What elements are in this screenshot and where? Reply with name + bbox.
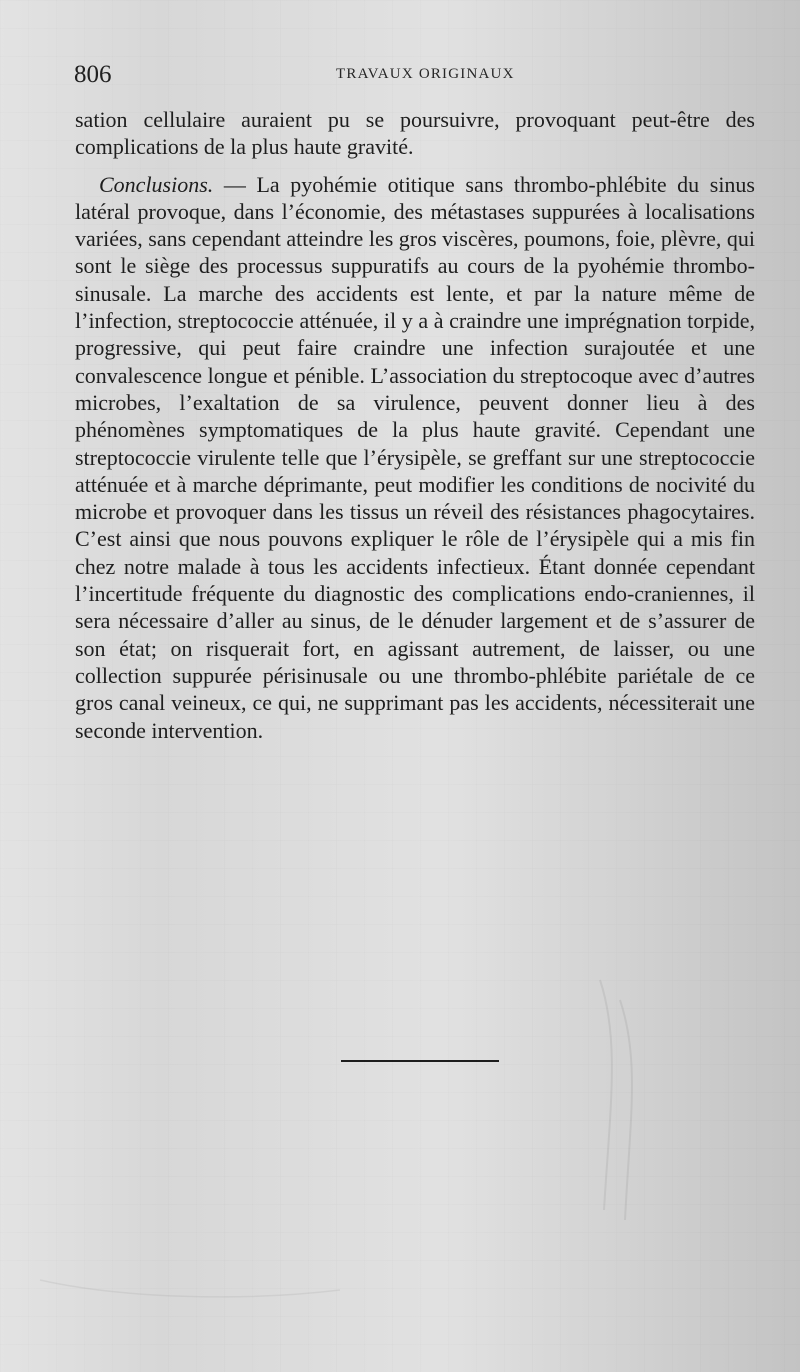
separator-rule (341, 1060, 499, 1062)
page-header (74, 61, 744, 89)
opening-paragraph: sation cellulaire auraient pu se poursuivre, provoquant peut-être des complications de la plus haute gravité. (75, 107, 755, 160)
page-number: 806 (74, 61, 112, 88)
document-body (75, 106, 755, 744)
conclusions-heading: Conclusions. (99, 171, 214, 197)
running-head: TRAVAUX ORIGINAUX (336, 66, 515, 82)
conclusions-text: — La pyohémie otitique sans thrombo-phlébite du sinus latéral provoque, dans l’économie, des métastases suppurées à localisations variées, sans cependant atteindre les gros viscères, poumons, foie, plèvre, qui sont le siège des processus suppuratifs au cours de la pyohémie thrombo-sinusale. La marche des accidents est lente, et par la nature même de l’infection, streptococcie atténuée, il y a à craindre une imprégnation torpide, progressive, qui peut faire craindre une infection surajoutée et une convalescence longue et pénible. L’association du streptocoque avec d’autres microbes, l’exaltation de sa virulence, peuvent donner lieu à des phénomènes symptomatiques de la plus haute gravité. Cependant une streptococcie virulente telle que l’érysipèle, se greffant sur une streptococcie atténuée et à marche déprimante, peut modifier les conditions de nocivité du microbe et provoquer dans les tissus un réveil des résistances phagocytaires. C’est ainsi que nous pouvons expliquer le rôle de l’érysipèle qui a mis fin chez notre malade à tous les accidents infectieux. Étant donnée cependant l’incertitude fréquente du diagnostic des complications endo-craniennes, il sera nécessaire d’aller au sinus, de le dénuder largement et de s’assurer de son état; on risquerait fort, en agissant autrement, de laisser, ou une collection suppurée périsinusale ou une thrombo-phlébite pariétale de ce gros canal veineux, ce qui, ne supprimant pas les accidents, nécessiterait une seconde intervention. (75, 171, 755, 743)
conclusions-paragraph (75, 171, 755, 744)
